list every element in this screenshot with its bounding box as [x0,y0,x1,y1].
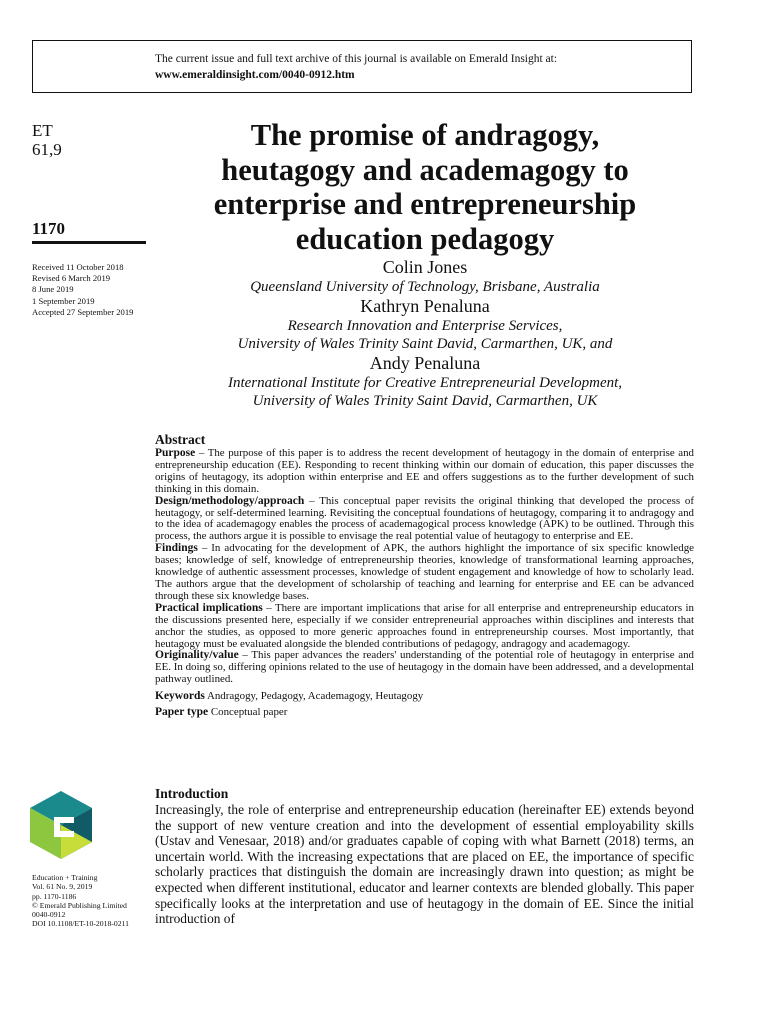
author-name: Andy Penaluna [369,353,481,373]
author-affiliation: Queensland University of Technology, Brisbane, Australia [250,279,600,295]
emerald-logo-icon [30,791,92,859]
abstract-purpose [155,448,694,496]
date-revised: Revised 6 March 2019 [32,273,111,284]
section-label: Design/methodology/approach [155,494,305,507]
keywords-label: Keywords [155,690,205,703]
author-name: Colin Jones [382,257,468,277]
section-label: Findings [155,542,198,555]
doi: DOI 10.1108/ET-10-2018-0211 [32,919,129,929]
submission-dates [32,262,133,318]
introduction-body: Increasingly, the role of enterprise and entrepreneurship education (hereinafter EE) extends beyond the support of new venture creation and into the development of essential employability skills (Ustav and Venesaar, 2018) and/or graduates capable of coping with what Barnett (2018) terms, an uncertain world. With the increasing expectations that are placed on EE, the importance of specific scholarly practices that distinguish the domain are increasingly drawn into question; as might be expected when different institutional, educator and learner contexts are blended globally. This paper specifically looks at the interpretation and use of heutagogy in the domain of EE. Since the initial introduction of [155,802,694,927]
journal-name: Education + Training [32,873,98,882]
journal-volume-marker [32,121,62,159]
paper-type-label: Paper type [155,706,209,719]
volume-issue: 61,9 [32,140,62,159]
title-line: heutagogy and academagogy to [221,152,629,187]
keywords [155,689,694,703]
title-line: enterprise and entrepreneurship [213,187,637,221]
abstract-findings [155,543,694,603]
page-range: pp. 1170-1186 [32,891,77,901]
date-accepted: Accepted 27 September 2019 [32,306,134,317]
date-revised-3: 1 September 2019 [32,295,95,306]
author-affiliation: Research Innovation and Enterprise Services, [287,318,563,334]
title-line: The promise of andragogy, [250,118,600,152]
abstract-practical-implications [155,603,694,651]
date-revised-2: 8 June 2019 [32,284,74,295]
section-text: – There are important implications that arise for all enterprise and entrepreneurship educators in the discussions presented here, especially if we consider entrepreneurial approaches within disciplines and interests that anchor the studies, as opposed to more generic approaches found in entrepreneurship courses. Most importantly, that heutagogy must be evaluated alongside the blended contributions of pedagogy, andragogy and academagogy. [155,601,694,650]
section-text: – This paper advances the readers' understanding of the potential role of heutagogy in enterprise and EE. In doing so, differing opinions related to the use of heutagogy in the domain have been addressed, and a developmental pathway outlined. [155,649,694,686]
section-label: Originality/value [155,649,239,662]
author-affiliation: University of Wales Trinity Saint David, Carmarthen, UK [252,393,598,409]
author-affiliation: International Institute for Creative Entrepreneurial Development, [227,375,623,391]
issn: 0040-0912 [32,910,66,920]
section-text: – The purpose of this paper is to address the recent development of heutagogy in the domain of enterprise and entrepreneurship education (EE). Responding to recent thinking within our domain of education, this paper discusses the origins of heutagogy, its adoption within enterprise and EE and offers suggestions as to the further development of such thinking in this domain. [155,447,694,495]
paper-type [155,705,694,719]
journal-url-link[interactable]: www.emeraldinsight.com/0040-0912.htm [155,69,355,81]
paper-type-text: Conceptual paper [210,706,288,719]
section-text: – This conceptual paper revisits the original thinking that developed the process of heutagogy, or self-determined learning. Revisiting the conceptual foundations of heutagogy, comparing it to andragogy and to the idea of academagogy enables the process of academagogical process knowledge (APK) to be outlined. Through this process, the authors argue it is possible to envisage the real potential value of heutagogy to enterprise and EE. [155,494,694,543]
introduction-heading: Introduction [155,786,229,801]
abstract-design [155,496,694,544]
journal-access-notice [32,40,692,93]
author-affiliation: University of Wales Trinity Saint David, Carmarthen, UK, and [237,336,613,352]
abstract-originality [155,650,694,686]
copyright: © Emerald Publishing Limited [32,900,127,910]
abstract-heading: Abstract [155,432,206,447]
title-line: education pedagogy [295,221,555,256]
author-block [155,257,695,410]
paper-title [155,118,695,256]
section-text: – In advocating for the development of APK, the authors highlight the importance of six specific knowledge bases; knowledge of self, knowledge of entrepreneurship theories, knowledge of transformational learning approaches, knowledge of authentic assessment processes, knowledge of student engagement and knowledge of how to scholarly lead. The authors argue that the development of scholarship of teaching and learning for enterprise and EE can be advanced through these six knowledge bases. [155,542,694,602]
section-label: Purpose [155,447,196,459]
notice-text: The current issue and full text archive of this journal is available on Emerald Insight at: [155,53,558,65]
keywords-text: Andragogy, Pedagogy, Academagogy, Heutagogy [206,690,424,703]
volume-info: Vol. 61 No. 9, 2019 [32,882,93,892]
abstract-section [155,431,694,719]
date-received: Received 11 October 2018 [32,262,124,272]
publication-info [32,873,129,929]
margin-divider [32,241,146,244]
journal-abbreviation: ET [32,121,53,140]
page-number: 1170 [32,219,66,238]
section-label: Practical implications [155,601,263,614]
author-name: Kathryn Penaluna [360,296,490,316]
